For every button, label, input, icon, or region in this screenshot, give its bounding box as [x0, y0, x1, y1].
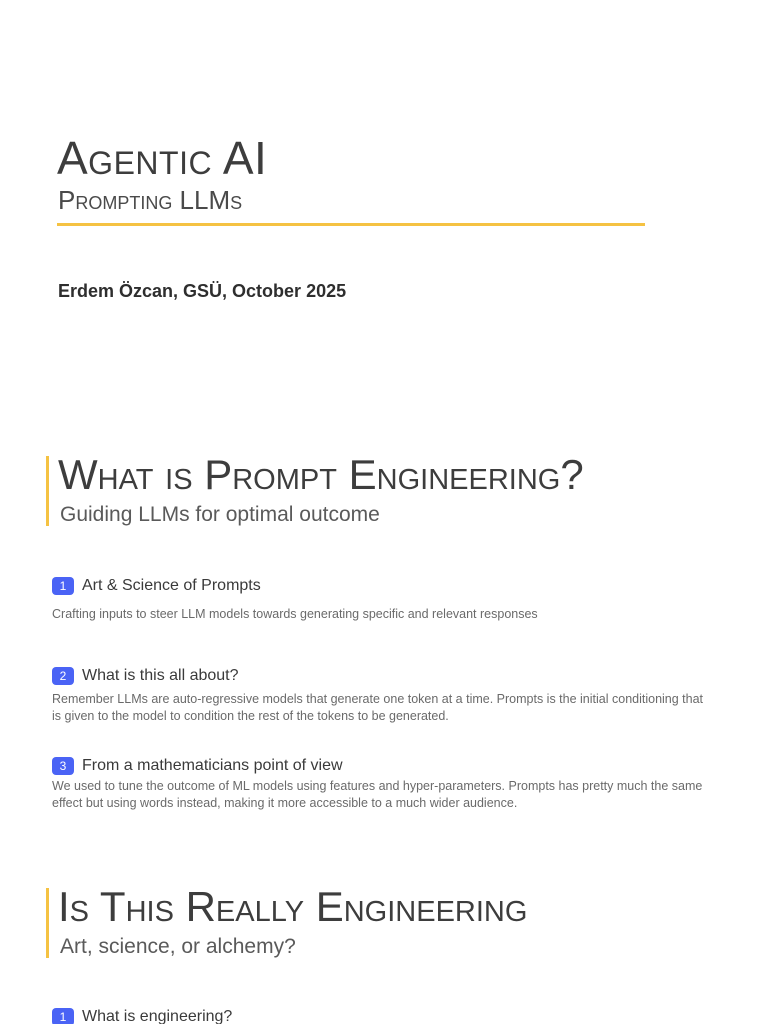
- section-heading: What is Prompt Engineering?: [58, 451, 584, 498]
- presentation-title: Agentic AI: [57, 132, 268, 184]
- number-badge: 1: [52, 577, 74, 595]
- item-description: We used to tune the outcome of ML models using features and hyper-parameters. Prompts has pretty much the same effect but using words instead, making it more accessible to a much wider audience.: [52, 779, 703, 810]
- item-description: Crafting inputs to steer LLM models towards generating specific and relevant responses: [52, 607, 538, 621]
- item-title: Art & Science of Prompts: [82, 577, 261, 594]
- list-item-heading: [52, 667, 239, 685]
- item-title: What is engineering?: [82, 1008, 233, 1024]
- section-accent-bar: [46, 456, 49, 526]
- item-title: What is this all about?: [82, 667, 239, 684]
- number-badge: 2: [52, 667, 74, 685]
- item-title: From a mathematicians point of view: [82, 757, 343, 774]
- number-badge: 3: [52, 757, 74, 775]
- section-subheading: Guiding LLMs for optimal outcome: [60, 503, 380, 526]
- presentation-subtitle: Prompting LLMs: [58, 185, 243, 215]
- section-heading: Is This Really Engineering: [58, 883, 528, 930]
- number-badge: 1: [52, 1008, 74, 1024]
- list-item-heading: [52, 1008, 232, 1024]
- list-item-heading: [52, 577, 261, 595]
- item-description: Remember LLMs are auto-regressive models that generate one token at a time. Prompts is the initial conditioning that is given to the model to condition the rest of the tokens to be generated.: [52, 692, 704, 723]
- list-item-heading: [52, 757, 343, 775]
- author-line: Erdem Özcan, GSÜ, October 2025: [58, 281, 347, 301]
- section-subheading: Art, science, or alchemy?: [60, 935, 296, 958]
- title-divider: [57, 223, 645, 226]
- section-accent-bar: [46, 888, 49, 958]
